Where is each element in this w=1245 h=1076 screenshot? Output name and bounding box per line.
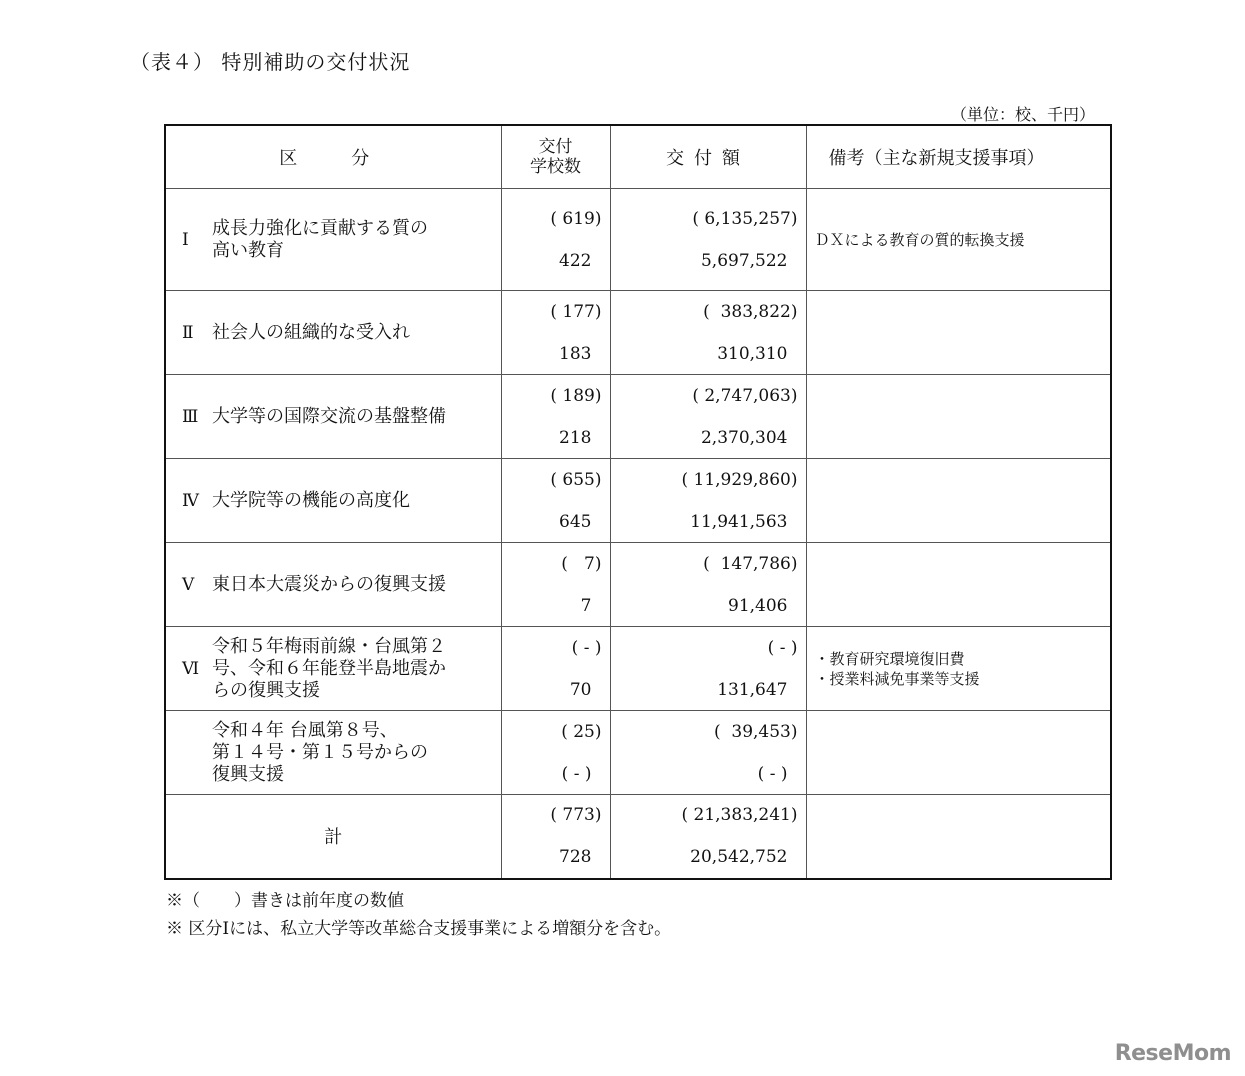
row-notes	[806, 627, 1111, 711]
amount-previous: ( 2,747,063)	[692, 385, 798, 406]
row-school-count	[501, 375, 610, 459]
row-school-count	[501, 189, 610, 291]
header-count-line1: 交付	[538, 137, 573, 157]
amount-current: 5,697,522	[700, 250, 788, 271]
count-previous: ( - )	[571, 637, 602, 658]
row-category	[165, 459, 501, 543]
count-current: 7	[580, 595, 592, 616]
row-category	[165, 711, 501, 795]
total-count-prev: ( 773)	[550, 805, 602, 826]
count-previous: ( 177)	[550, 301, 602, 322]
header-school-count	[501, 125, 610, 189]
row-category	[165, 627, 501, 711]
grant-table	[164, 124, 1112, 880]
unit-label: （単位：校、千円）	[950, 105, 1095, 124]
row-school-count	[501, 459, 610, 543]
count-previous: ( 655)	[550, 469, 602, 490]
count-current: 218	[559, 427, 592, 448]
amount-current: 2,370,304	[700, 427, 788, 448]
roman-numeral: Ⅳ	[182, 490, 199, 511]
total-amount-prev: ( 21,383,241)	[681, 805, 798, 826]
header-amount: 交付額	[610, 125, 806, 189]
footnote-2: ※ 区分Ⅰには、私立大学等改革総合支援事業による増額分を含む。	[166, 919, 672, 939]
total-amount	[610, 795, 806, 879]
total-notes	[806, 795, 1111, 879]
row-category	[165, 291, 501, 375]
row-category	[165, 375, 501, 459]
category-label: 東日本大震災からの復興支援	[212, 573, 446, 595]
amount-previous: ( - )	[767, 637, 798, 658]
row-amount	[610, 627, 806, 711]
row-notes	[806, 189, 1111, 291]
row-notes	[806, 459, 1111, 543]
roman-numeral: Ⅱ	[182, 322, 194, 343]
count-previous: ( 25)	[561, 721, 602, 742]
total-label: 計	[165, 795, 501, 879]
category-label: 社会人の組織的な受入れ	[212, 321, 410, 343]
table-row	[165, 375, 1111, 459]
row-amount	[610, 543, 806, 627]
row-notes	[806, 711, 1111, 795]
roman-numeral: Ⅴ	[182, 574, 195, 595]
table-row	[165, 189, 1111, 291]
header-count-line2: 学校数	[530, 157, 581, 177]
total-row	[165, 795, 1111, 879]
row-notes	[806, 291, 1111, 375]
count-previous: ( 189)	[550, 385, 602, 406]
roman-numeral: Ⅲ	[182, 406, 199, 427]
total-count	[501, 795, 610, 879]
roman-numeral: Ⅰ	[182, 229, 189, 250]
header-row	[165, 125, 1111, 189]
table-body	[165, 189, 1111, 795]
note-line: ・教育研究環境復旧費	[814, 649, 965, 668]
header-category: 区 分	[165, 125, 501, 189]
total-count-curr: 728	[559, 847, 592, 868]
count-current: 183	[559, 343, 592, 364]
row-amount	[610, 291, 806, 375]
resemom-logo: ReseMom	[1114, 1041, 1231, 1066]
row-school-count	[501, 543, 610, 627]
row-category	[165, 543, 501, 627]
footnote-1: ※（ ）書きは前年度の数値	[166, 891, 404, 911]
row-notes	[806, 375, 1111, 459]
row-category	[165, 189, 501, 291]
count-current: 70	[569, 679, 592, 700]
header-notes: 備考（主な新規支援事項）	[806, 125, 1111, 189]
count-previous: ( 7)	[561, 553, 602, 574]
category-label: 令和５年梅雨前線・台風第２ 号、令和６年能登半島地震か らの復興支援	[212, 635, 446, 701]
roman-numeral: Ⅵ	[182, 658, 200, 679]
table-row	[165, 711, 1111, 795]
amount-current: 131,647	[717, 679, 788, 700]
amount-current: ( - )	[757, 763, 788, 784]
category-label: 令和４年 台風第８号、 第１４号・第１５号からの 復興支援	[212, 719, 428, 785]
category-label: 大学院等の機能の高度化	[212, 489, 410, 511]
table-row	[165, 543, 1111, 627]
amount-previous: ( 11,929,860)	[681, 469, 798, 490]
row-notes	[806, 543, 1111, 627]
category-label: 大学等の国際交流の基盤整備	[212, 405, 446, 427]
table-row	[165, 459, 1111, 543]
count-current: 422	[559, 250, 592, 271]
table-row	[165, 291, 1111, 375]
row-school-count	[501, 627, 610, 711]
amount-previous: ( 147,786)	[703, 553, 798, 574]
count-current: ( - )	[561, 763, 592, 784]
amount-previous: ( 6,135,257)	[692, 208, 798, 229]
total-amount-curr: 20,542,752	[690, 847, 788, 868]
row-school-count	[501, 291, 610, 375]
amount-current: 310,310	[717, 343, 788, 364]
count-previous: ( 619)	[550, 208, 602, 229]
amount-previous: ( 39,453)	[713, 721, 798, 742]
row-amount	[610, 459, 806, 543]
count-current: 645	[559, 511, 592, 532]
document-title: （表４） 特別補助の交付状況	[130, 50, 411, 74]
amount-previous: ( 383,822)	[703, 301, 798, 322]
category-label: 成長力強化に貢献する質の 高い教育	[212, 217, 428, 261]
row-amount	[610, 711, 806, 795]
note-line: ・授業料減免事業等支援	[814, 669, 980, 688]
row-school-count	[501, 711, 610, 795]
row-amount	[610, 375, 806, 459]
table-row	[165, 627, 1111, 711]
row-amount	[610, 189, 806, 291]
note-line: ＤＸによる教育の質的転換支援	[814, 230, 1025, 249]
amount-current: 91,406	[728, 595, 788, 616]
amount-current: 11,941,563	[690, 511, 788, 532]
